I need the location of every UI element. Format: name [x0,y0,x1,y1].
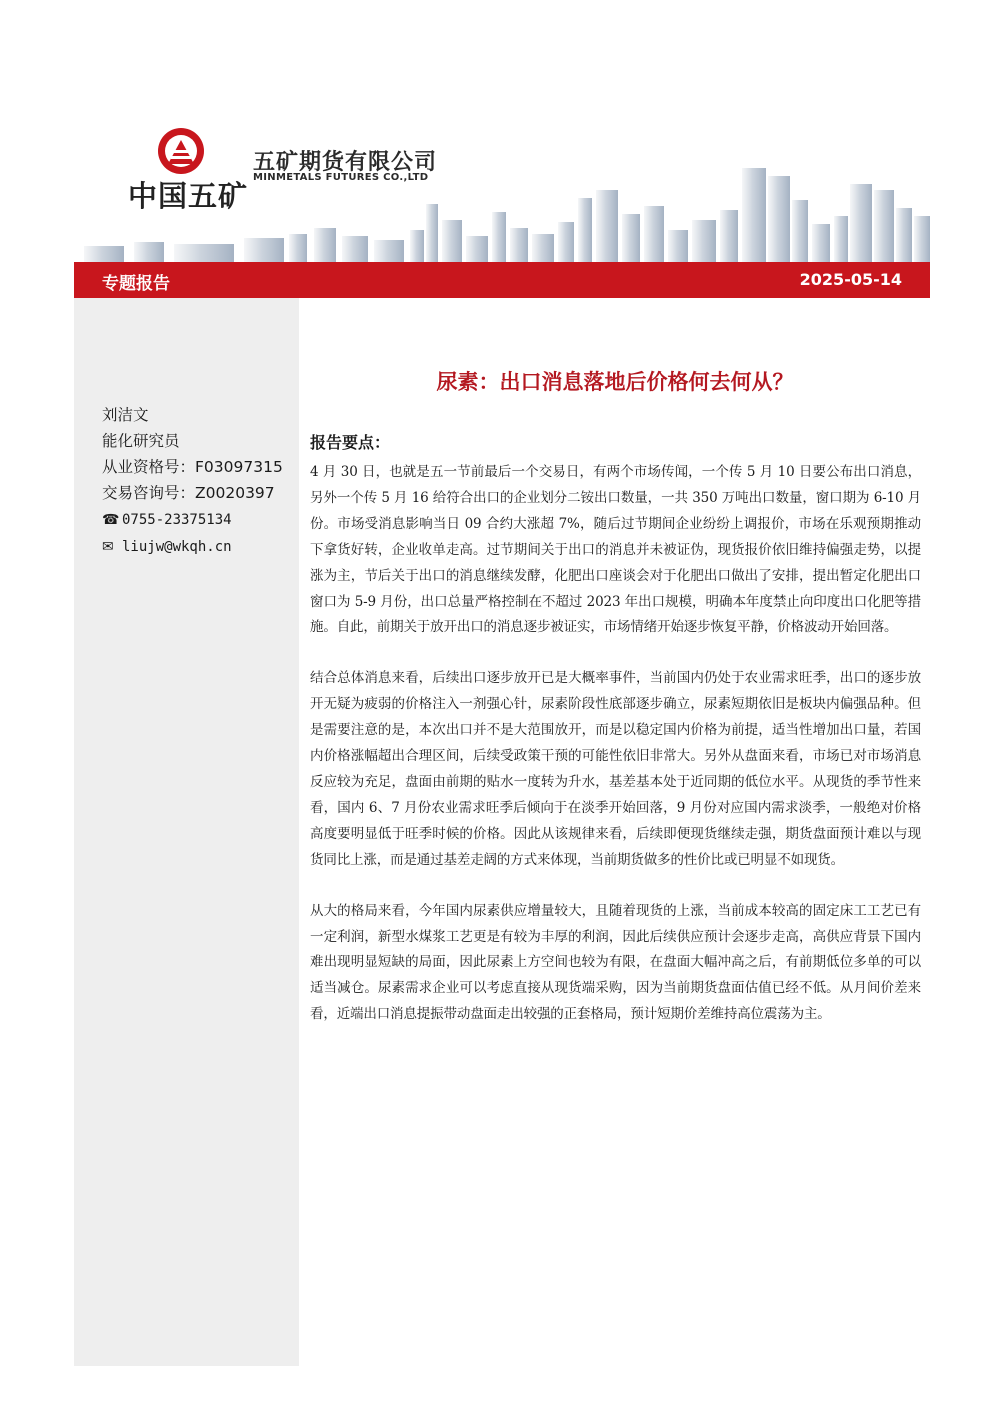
author-info [102,402,283,560]
key-points-heading: 报告要点： [310,433,391,452]
report-title: 尿素：出口消息落地后价格何去何从？ [436,370,794,394]
phone-icon: ☎ [102,512,120,528]
author-phone: 0755-23375134 [122,512,232,528]
body-paragraph: 4 月 30 日，也就是五一节前最后一个交易日，有两个市场传闻，一个传 5 月 10 日要公布出口消息，另外一个传 5 月 16 给符合出口的企业划分二铵出口数量，一共 350 万吨出口数量，窗口期为 6-10 月份。市场受消息影响当日 09 合约大涨超 7%，随后过节期间企业纷纷上调报价，市场在乐观预期推动下拿货好转，企业收单走高。过节期间关于出口的消息并未被证伪，现货报价依旧维持偏强走势，以提涨为主，节后关于出口的消息继续发酵，化肥出口座谈会对于化肥出口做出了安排，提出暂定化肥出口窗口为 5-9 月份，出口总量严格控制在不超过 2023 年出口规模，明确本年度禁止向印度出口化肥等措施。自此，前期关于放开出口的消息逐步被证实，市场情绪开始逐步恢复平静，价格波动开始回落。 [310,464,921,636]
report-type-label: 专题报告 [102,274,170,294]
report-date: 2025-05-14 [799,270,902,289]
author-sidebar [74,298,299,1366]
company-name-cn: 五矿期货有限公司 [253,150,438,175]
body-paragraph: 从大的格局来看，今年国内尿素供应增量较大，且随着现货的上涨，当前成本较高的固定床工工艺已有一定利润，新型水煤浆工艺更是有较为丰厚的利润，因此后续供应预计会逐步走高，高供应背景下国内难出现明显短缺的局面，因此尿素上方空间也较为有限，在盘面大幅冲高之后，有前期低位多单的可以适当减仓。尿素需求企业可以考虑直接从现货端采购，因为当前期货盘面估值已经不低。从月间价差来看，近端出口消息提振带动盘面走出较强的正套格局，预计短期价差维持高位震荡为主。 [310,902,921,1023]
author-consult-number: 交易咨询号：Z0020397 [102,484,275,502]
author-qualification: 从业资格号：F03097315 [102,458,283,476]
author-phone-row [102,506,283,533]
company-name-en: MINMETALS FUTURES CO.,LTD [253,172,429,183]
group-logo-text: 中国五矿 [128,179,249,213]
report-body [310,430,921,1053]
author-name: 刘洁文 [102,406,149,424]
report-header [0,0,992,262]
author-email[interactable]: liujw@wkqh.cn [122,539,232,555]
minmetals-emblem-icon [154,126,208,176]
body-paragraph: 结合总体消息来看，后续出口逐步放开已是大概率事件，当前国内仍处于农业需求旺季，出口的逐步放开无疑为疲弱的价格注入一剂强心针，尿素阶段性底部逐步确立，尿素短期依旧是板块内偏强品种。但是需要注意的是，本次出口并不是大范围放开，而是以稳定国内价格为前提，适当性增加出口量，若国内价格涨幅超出合理区间，后续受政策干预的可能性依旧非常大。另外从盘面来看，市场已对市场消息反应较为充足，盘面由前期的贴水一度转为升水，基差基本处于近同期的低位水平。从现货的季节性来看，国内 6、7 月份农业需求旺季后倾向于在淡季开始回落，9 月份对应国内需求淡季，一般绝对价格高度要明显低于旺季时候的价格。因此从该规律来看，后续即便现货继续走强，期货盘面预计难以与现货同比上涨，而是通过基差走阔的方式来体现，当前期货做多的性价比或已明显不如现货。 [310,670,921,868]
report-type-banner [74,262,930,298]
mail-icon: ✉ [102,539,114,555]
author-email-row [102,533,283,560]
author-role: 能化研究员 [102,432,180,450]
